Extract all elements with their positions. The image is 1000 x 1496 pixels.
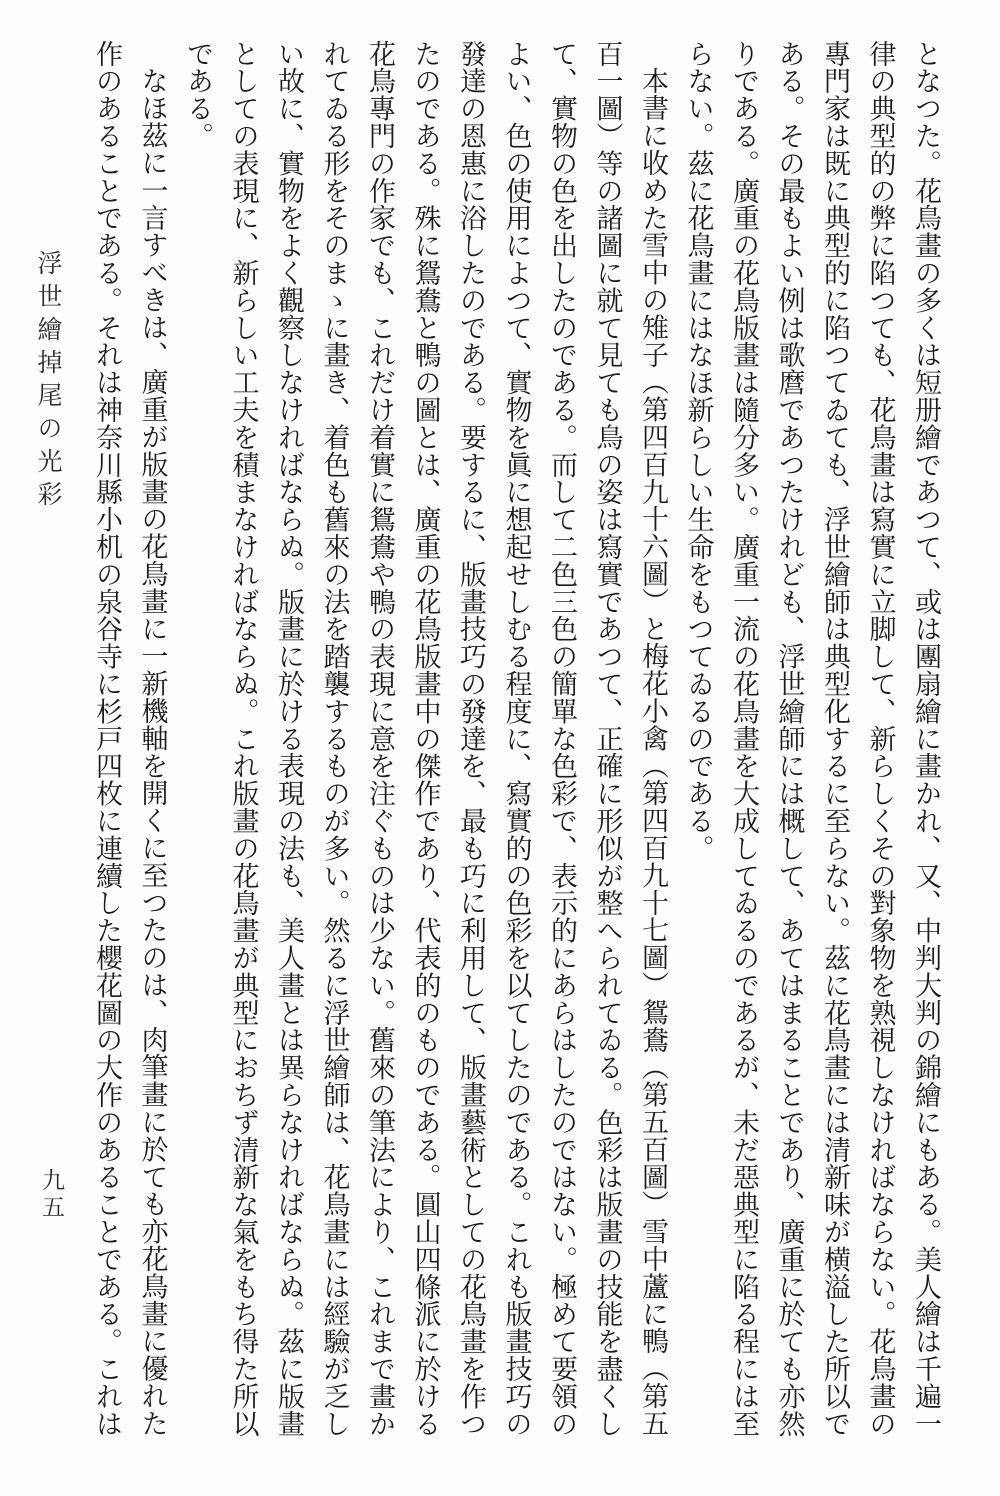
paragraph-2: 本書に收めた雪中の雉子（第四百九十六圖）と梅花小禽（第四百九十七圖）鴛鴦（第五百圖）雪中蘆に鴨（第五百一圖）等の諸圖に就て見ても鳥の姿は寫實であつて、正確に形似が整へられてゐる。色彩は版畫の技能を盡くして、實物の色を出したのである。而して二色三色の簡單な色彩で、表示的にあらはしたのではない。極めて要領のよい、色の使用によつて、實物を眞に想起せしむる程度に、寫實的の色彩を以てしたのである。これも版畫技巧の發達の恩惠に浴したのである。要するに、版畫技巧の發達を、最も巧に利用して、版畫藝術としての花鳥畫を作つたのである。殊に鴛鴦と鴨の圖とは、廣重の花鳥版畫中の傑作であり、代表的のものである。圓山四條派に於ける花鳥專門の作家でも、これだけ着實に鴛鴦や鴨の表現に意を注ぐものは少ない。舊來の筆法により、これまで畫かれてゐる形をそのまゝに畫き、着色も舊來の法を踏襲するものが多い。然るに浮世繪師は、花鳥畫には經驗が乏しい故に、實物をよく觀察しなければならぬ。版畫に於ける表現の法も、美人畫とは異らなければならぬ。茲に版畫としての表現に、新らしい工夫を積まなければならぬ。これ版畫の花鳥畫が典型におちず清新な氣をもち得た所以である。 [182, 40, 668, 1438]
page-number: 九五 [38, 1168, 64, 1222]
paragraph-3: なほ茲に一言すべきは、廣重が版畫の花鳥畫に一新機軸を開くに至つたのは、肉筆畫に於ても亦花鳥畫に優れた作のあることである。それは神奈川縣小机の泉谷寺に杉戸四枚に連續した櫻花圖の大作のあることである。これは [91, 40, 168, 1438]
running-head: 浮世繪掉尾の光彩 [34, 250, 63, 514]
paragraph-1: となつた。花鳥畫の多くは短册繪であつて、或は團扇繪に畫かれ、又、中判大判の錦繪にもある。美人繪は千遍一律の典型的の弊に陷つても、花鳥畫は寫實に立脚して、新らしくその對象物を熟視しなければならない。花鳥畫の專門家は既に典型的に陷つてゐても、浮世繪師は典型化するに至らない。茲に花鳥畫には清新味が横溢した所以である。その最もよい例は歌麿であつたけれども、浮世繪師には概して、あてはまることであり、廣重に於ても亦然りである。廣重の花鳥版畫は隨分多い。廣重一流の花鳥畫を大成してゐるのであるが、未だ惡典型に陷る程には至らない。茲に花鳥畫にはなほ新らしい生命をもつてゐるのである。 [682, 40, 941, 1438]
main-text-block [88, 40, 948, 1460]
